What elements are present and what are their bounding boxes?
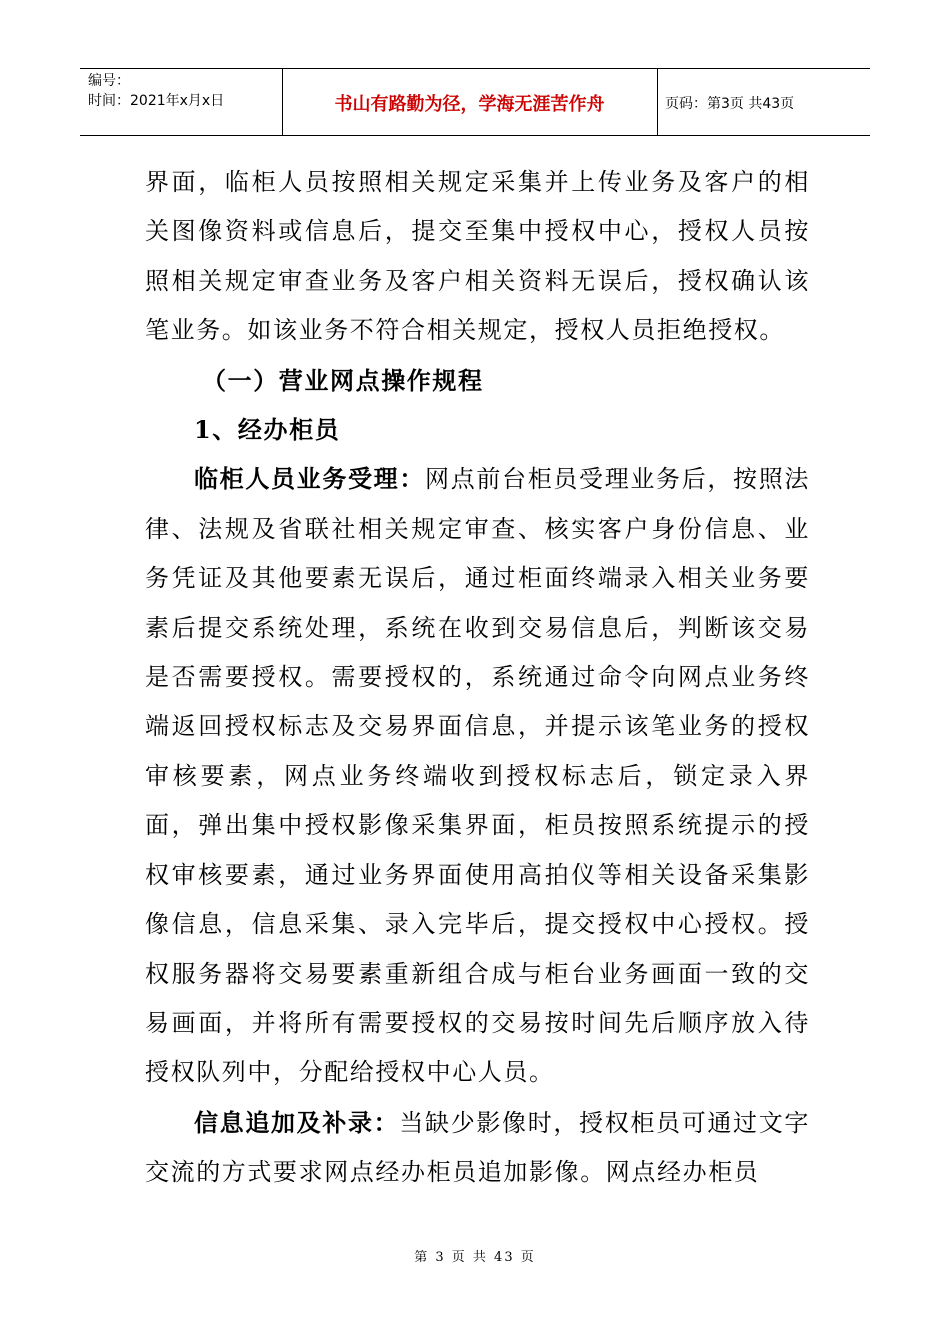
header-table xyxy=(80,68,870,136)
page-footer: 第 3 页 共 43 页 xyxy=(414,1250,536,1265)
paragraph xyxy=(145,1098,810,1198)
header-meta xyxy=(88,71,278,111)
section-heading: （一）营业网点操作规程 xyxy=(202,365,484,395)
paragraph-text: 网点前台柜员受理业务后，按照法律、法规及省联社相关规定审查、核实客户身份信息、业务凭证及其他要素无误后，通过柜面终端录入相关业务要素后提交系统处理，系统在收到交易信息后，判断该交易是否需要授权。需要授权的，系统通过命令向网点业务终端返回授权标志及交易界面信息，并提示该笔业务的授权审核要素，网点业务终端收到授权标志后，锁定录入界面，弹出集中授权影像采集界面，柜员按照系统提示的授权审核要素，通过业务界面使用高拍仪等相关设备采集影像信息，信息采集、录入完毕后，提交授权中心授权。授权服务器将交易要素重新组合成与柜台业务画面一致的交易画面，并将所有需要授权的交易按时间先后顺序放入待授权队列中，分配给授权中心人员。 xyxy=(145,465,811,1087)
document-body xyxy=(145,158,810,1198)
number-label: 编号： xyxy=(88,73,130,89)
paragraph-text: 当缺少影像时，授权柜员可通过文字交流的方式要求网点经办柜员追加影像。网点经办柜员 xyxy=(145,1108,810,1187)
header-page-info: 页码：第3页 共43页 xyxy=(665,96,795,112)
header-motto: 书山有路勤为径，学海无涯苦作舟 xyxy=(334,94,605,115)
paragraph xyxy=(145,454,810,1097)
paragraph-lead: 信息追加及补录： xyxy=(194,1107,400,1137)
header-divider xyxy=(657,69,658,135)
subsection-heading: 1、经办柜员 xyxy=(194,415,341,445)
paragraph-lead: 临柜人员业务受理： xyxy=(194,464,426,494)
time-label: 时间：2021年x月x日 xyxy=(88,93,225,109)
paragraph: 界面，临柜人员按照相关规定采集并上传业务及客户的相关图像资料或信息后，提交至集中授权中心，授权人员按照相关规定审查业务及客户相关资料无误后，授权确认该笔业务。如该业务不符合相关规定，授权人员拒绝授权。 xyxy=(145,168,810,345)
